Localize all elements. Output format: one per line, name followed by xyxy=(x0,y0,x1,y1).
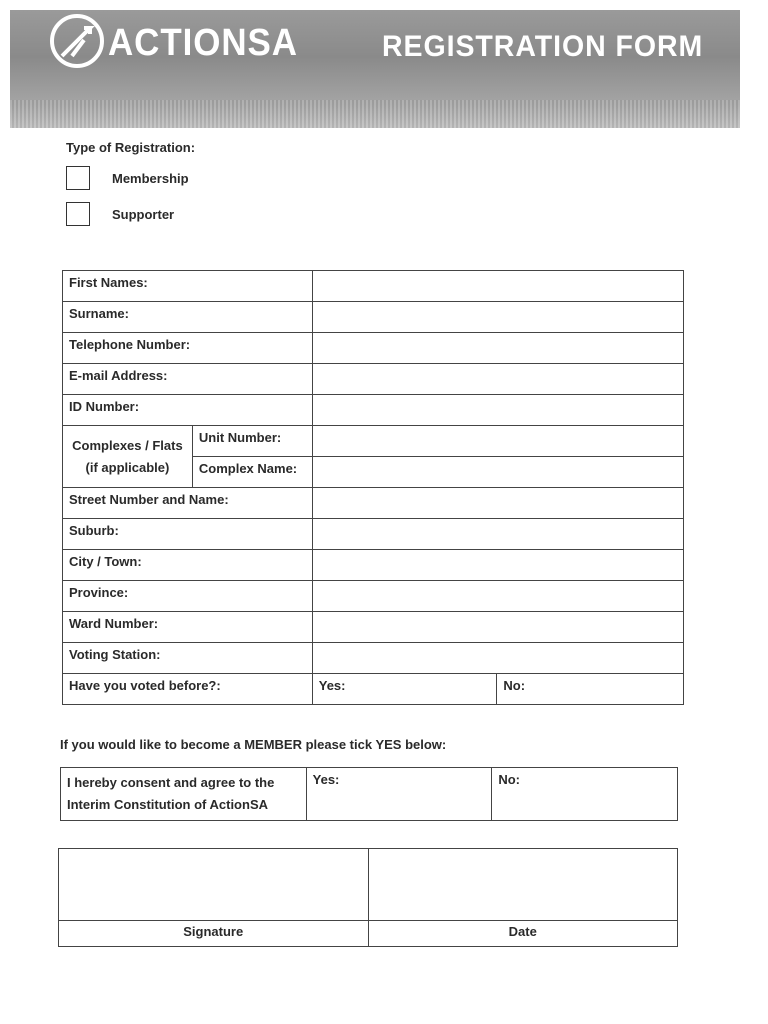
table-row xyxy=(63,674,684,705)
registration-details-table xyxy=(62,270,684,705)
table-row xyxy=(63,426,684,457)
table-row xyxy=(63,550,684,581)
table-row xyxy=(63,488,684,519)
signature-box[interactable] xyxy=(59,849,369,921)
complex-name-field[interactable] xyxy=(312,457,683,488)
email-field[interactable] xyxy=(312,364,683,395)
unit-number-field[interactable] xyxy=(312,426,683,457)
first-names-label: First Names: xyxy=(63,271,313,302)
voted-before-label: Have you voted before?: xyxy=(63,674,313,705)
street-field[interactable] xyxy=(312,488,683,519)
unit-number-label: Unit Number: xyxy=(192,426,312,457)
consent-no-field[interactable]: No: xyxy=(492,768,678,821)
voted-before-no-field[interactable]: No: xyxy=(497,674,684,705)
supporter-label: Supporter xyxy=(112,206,175,222)
table-row xyxy=(63,395,684,426)
signature-label-row xyxy=(59,921,678,947)
table-row xyxy=(63,643,684,674)
membership-option[interactable] xyxy=(66,166,189,190)
voting-station-label: Voting Station: xyxy=(63,643,313,674)
actionsa-logo-icon xyxy=(50,14,104,68)
table-row xyxy=(63,302,684,333)
table-row xyxy=(63,581,684,612)
consent-label-line1: I hereby consent and agree to the xyxy=(67,775,275,790)
complexes-label-line1: Complexes / Flats xyxy=(72,437,183,453)
supporter-checkbox[interactable] xyxy=(66,202,90,226)
date-box[interactable] xyxy=(368,849,677,921)
membership-checkbox[interactable] xyxy=(66,166,90,190)
table-row xyxy=(63,333,684,364)
province-label: Province: xyxy=(63,581,313,612)
consent-table xyxy=(60,767,678,821)
form-title: REGISTRATION FORM xyxy=(382,30,704,63)
registration-type-heading: Type of Registration: xyxy=(66,140,196,155)
signature-table xyxy=(58,848,678,947)
date-label: Date xyxy=(368,921,677,947)
city-field[interactable] xyxy=(312,550,683,581)
brand-name: ACTIONSA xyxy=(108,22,298,64)
signature-label: Signature xyxy=(59,921,369,947)
city-label: City / Town: xyxy=(63,550,313,581)
table-row xyxy=(63,519,684,550)
complexes-label-line2: (if applicable) xyxy=(85,459,170,475)
arrow-icon xyxy=(54,18,100,64)
id-number-field[interactable] xyxy=(312,395,683,426)
supporter-option[interactable] xyxy=(66,202,174,226)
suburb-label: Suburb: xyxy=(63,519,313,550)
telephone-field[interactable] xyxy=(312,333,683,364)
table-row xyxy=(61,768,678,821)
table-row xyxy=(63,271,684,302)
table-row xyxy=(63,364,684,395)
ward-number-field[interactable] xyxy=(312,612,683,643)
ward-number-label: Ward Number: xyxy=(63,612,313,643)
complexes-label xyxy=(63,426,193,488)
voted-before-yes-field[interactable]: Yes: xyxy=(312,674,497,705)
voting-station-field[interactable] xyxy=(312,643,683,674)
member-note: If you would like to become a MEMBER please tick YES below: xyxy=(60,737,447,752)
surname-label: Surname: xyxy=(63,302,313,333)
signature-space-row xyxy=(59,849,678,921)
surname-field[interactable] xyxy=(312,302,683,333)
membership-label: Membership xyxy=(112,170,189,186)
province-field[interactable] xyxy=(312,581,683,612)
table-row xyxy=(63,612,684,643)
email-label: E-mail Address: xyxy=(63,364,313,395)
telephone-label: Telephone Number: xyxy=(63,333,313,364)
first-names-field[interactable] xyxy=(312,271,683,302)
complex-name-label: Complex Name: xyxy=(192,457,312,488)
consent-label xyxy=(61,768,307,821)
suburb-field[interactable] xyxy=(312,519,683,550)
consent-label-line2: Interim Constitution of ActionSA xyxy=(67,797,268,812)
consent-yes-field[interactable]: Yes: xyxy=(306,768,492,821)
id-number-label: ID Number: xyxy=(63,395,313,426)
street-label: Street Number and Name: xyxy=(63,488,313,519)
form-header xyxy=(10,10,740,128)
